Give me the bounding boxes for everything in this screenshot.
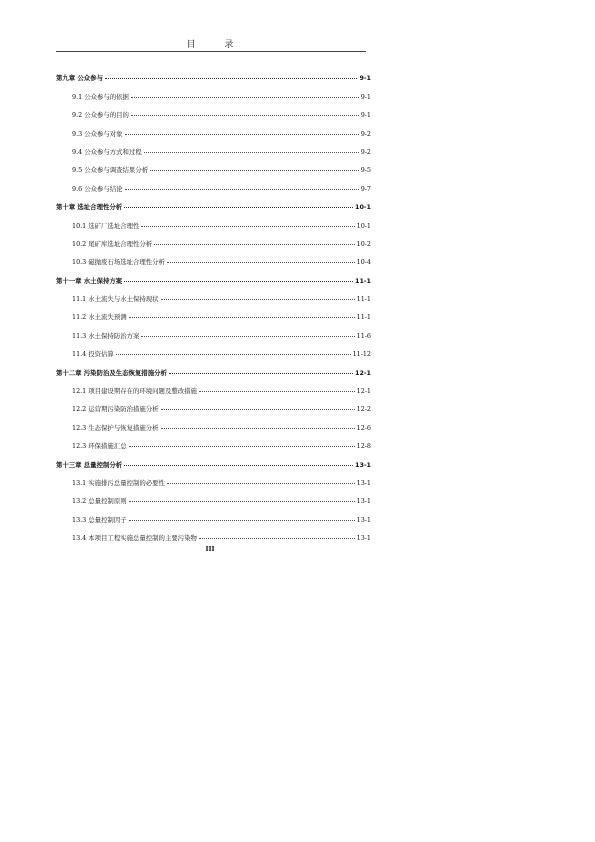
- toc-section-row[interactable]: [56, 230, 371, 248]
- toc-page-number: 9-1: [360, 111, 371, 120]
- toc-entry-label: 9.4 公众参与方式和过程: [72, 147, 142, 156]
- toc-leader-dots: [154, 242, 354, 245]
- toc-page-number: 12-6: [356, 423, 371, 432]
- toc-leader-dots: [131, 95, 359, 98]
- toc-section-row[interactable]: [56, 174, 371, 192]
- toc-leader-dots: [161, 426, 355, 429]
- toc-page-number: 10-2: [356, 239, 371, 248]
- toc-leader-dots: [124, 205, 353, 208]
- toc-entry-label: 第十章 选址合理性分析: [56, 203, 123, 212]
- header-divider: [56, 51, 366, 52]
- toc-page-number: 11-12: [352, 350, 371, 359]
- toc-section-row[interactable]: [56, 505, 371, 523]
- toc-chapter-row[interactable]: [56, 450, 371, 468]
- toc-entry-label: 11.1 水土流失与水土保持现状: [72, 295, 159, 304]
- toc-section-row[interactable]: [56, 285, 371, 303]
- toc-entry-label: 9.6 公众参与结论: [72, 184, 123, 193]
- toc-section-row[interactable]: [56, 248, 371, 266]
- toc-leader-dots: [141, 334, 354, 337]
- toc-entry-label: 9.2 公众参与的目的: [72, 111, 129, 120]
- toc-entry-label: 13.3 总量控制因子: [72, 515, 127, 524]
- toc-entry-label: 9.3 公众参与对象: [72, 129, 123, 138]
- toc-section-row[interactable]: [56, 377, 371, 395]
- toc-entry-label: 9.5 公众参与调查结果分析: [72, 166, 149, 175]
- toc-section-row[interactable]: [56, 340, 371, 358]
- toc-leader-dots: [129, 499, 355, 502]
- toc-page-number: 12-1: [356, 387, 371, 396]
- toc-section-row[interactable]: [56, 487, 371, 505]
- toc-leader-dots: [169, 371, 353, 374]
- toc-section-row[interactable]: [56, 395, 371, 413]
- toc-leader-dots: [116, 352, 351, 355]
- toc-leader-dots: [129, 315, 355, 318]
- page-title: 目 录: [186, 40, 247, 50]
- toc-section-row[interactable]: [56, 101, 371, 119]
- toc-entry-label: 13.2 总量控制原则: [72, 497, 127, 506]
- toc-leader-dots: [167, 481, 355, 484]
- toc-page-number: 11-1: [356, 313, 371, 322]
- toc-section-row[interactable]: [56, 138, 371, 156]
- toc-section-row[interactable]: [56, 321, 371, 339]
- toc-entry-label: 13.1 实施排污总量控制的必要性: [72, 478, 165, 487]
- toc-leader-dots: [131, 113, 359, 116]
- toc-leader-dots: [129, 518, 355, 521]
- toc-section-row[interactable]: [56, 413, 371, 431]
- toc-chapter-row[interactable]: [56, 64, 371, 82]
- toc-leader-dots: [124, 279, 353, 282]
- toc-page-number: 13-1: [355, 460, 371, 469]
- table-of-contents: [56, 64, 371, 542]
- toc-page-number: 9-1: [360, 92, 371, 101]
- toc-page-number: 9-2: [360, 129, 371, 138]
- page-number: III: [205, 545, 215, 553]
- toc-entry-label: 9.1 公众参与的依据: [72, 92, 129, 101]
- toc-entry-label: 10.1 选矿厂选址合理性: [72, 221, 140, 230]
- toc-section-row[interactable]: [56, 211, 371, 229]
- toc-page-number: 11-6: [356, 331, 371, 340]
- toc-page-number: 9-2: [360, 147, 371, 156]
- toc-entry-label: 13.4 本项目工程实施总量控制的主要污染物: [72, 534, 197, 543]
- toc-leader-dots: [125, 187, 359, 190]
- toc-entry-label: 第十二章 污染防治及生态恢复措施分析: [56, 368, 167, 377]
- toc-section-row[interactable]: [56, 469, 371, 487]
- toc-leader-dots: [125, 132, 359, 135]
- toc-page-number: 10-1: [355, 203, 371, 212]
- toc-chapter-row[interactable]: [56, 358, 371, 376]
- toc-page-number: 10-4: [356, 258, 371, 267]
- toc-leader-dots: [150, 168, 359, 171]
- toc-page-number: 12-2: [356, 405, 371, 414]
- toc-section-row[interactable]: [56, 524, 371, 542]
- toc-entry-label: 11.2 水土流失预测: [72, 313, 127, 322]
- toc-page-number: 11-1: [355, 276, 371, 285]
- toc-section-row[interactable]: [56, 82, 371, 100]
- toc-entry-label: 第十三章 总量控制分析: [56, 460, 123, 469]
- toc-entry-label: 11.3 水土保持防治方案: [72, 331, 140, 340]
- toc-leader-dots: [144, 150, 359, 153]
- toc-page-number: 12-8: [356, 442, 371, 451]
- toc-chapter-row[interactable]: [56, 266, 371, 284]
- toc-page-number: 13-1: [356, 515, 371, 524]
- toc-entry-label: 第九章 公众参与: [56, 74, 103, 83]
- toc-leader-dots: [105, 76, 357, 79]
- toc-entry-label: 第十一章 水土保持方案: [56, 276, 123, 285]
- toc-entry-label: 10.3 磁抛废石场选址合理性分析: [72, 258, 165, 267]
- toc-page-number: 13-1: [356, 534, 371, 543]
- toc-page-number: 12-1: [355, 368, 371, 377]
- toc-entry-label: 10.2 尾矿库选址合理性分析: [72, 239, 153, 248]
- toc-leader-dots: [141, 224, 354, 227]
- toc-leader-dots: [161, 407, 355, 410]
- toc-entry-label: 12.3 环保措施汇总: [72, 442, 127, 451]
- toc-leader-dots: [199, 536, 355, 539]
- toc-page-number: 9-1: [359, 74, 371, 83]
- toc-entry-label: 12.1 项目建设期存在的环境问题及整改措施: [72, 387, 197, 396]
- toc-leader-dots: [129, 444, 355, 447]
- toc-leader-dots: [199, 389, 355, 392]
- toc-page-number: 13-1: [356, 478, 371, 487]
- toc-section-row[interactable]: [56, 432, 371, 450]
- toc-page-number: 10-1: [356, 221, 371, 230]
- toc-section-row[interactable]: [56, 156, 371, 174]
- toc-page-number: 11-1: [356, 295, 371, 304]
- toc-page-number: 9-5: [360, 166, 371, 175]
- toc-leader-dots: [124, 463, 353, 466]
- toc-section-row[interactable]: [56, 119, 371, 137]
- toc-page-number: 13-1: [356, 497, 371, 506]
- toc-leader-dots: [167, 260, 355, 263]
- toc-entry-label: 11.4 投资估算: [72, 350, 114, 359]
- toc-section-row[interactable]: [56, 303, 371, 321]
- toc-leader-dots: [161, 297, 355, 300]
- toc-chapter-row[interactable]: [56, 193, 371, 211]
- toc-page-number: 9-7: [360, 184, 371, 193]
- toc-entry-label: 12.3 生态保护与恢复措施分析: [72, 423, 159, 432]
- toc-entry-label: 12.2 运营期污染防治措施分析: [72, 405, 159, 414]
